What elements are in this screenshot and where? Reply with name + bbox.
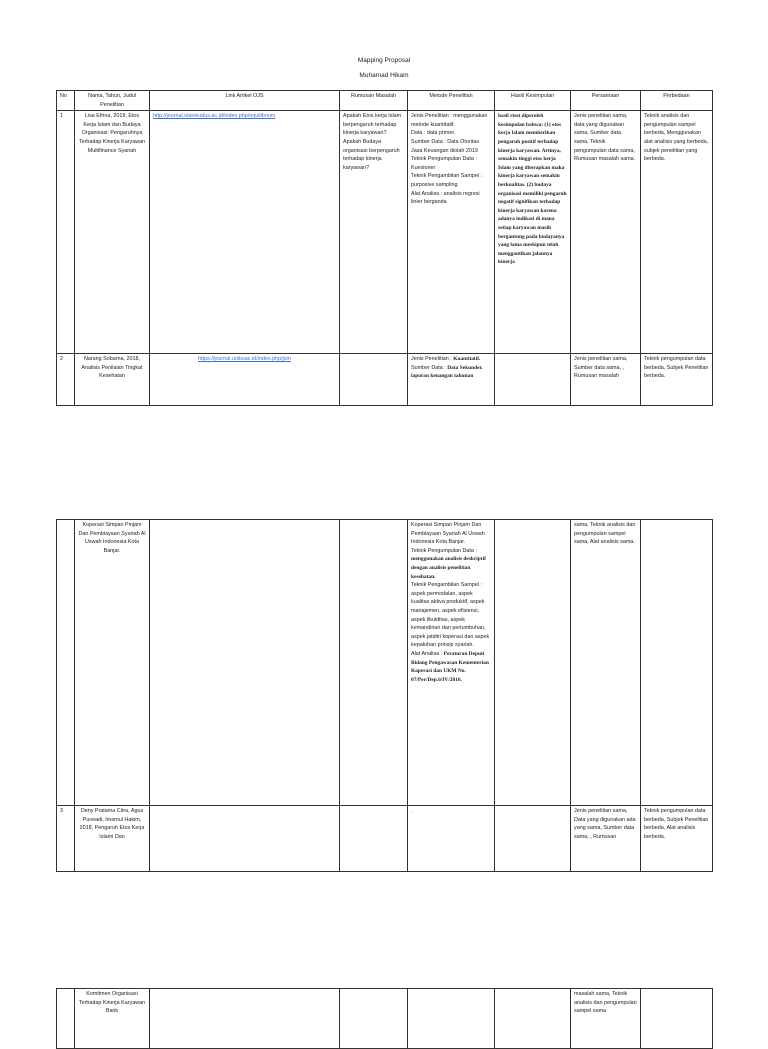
table-row <box>57 806 713 872</box>
row-metode <box>408 989 495 1049</box>
row-metode <box>408 520 495 806</box>
metode-text: Teknik Pengambilan Sampel : aspek permodalan, aspek kualitas aktiva produktif, aspek manajemen, aspek efisiensi, aspek likuiditas, aspek kemandirian dan pertumbuhan, aspek jatidiri koperasi dan aspek kepatuhan prinsip syariah. Alat Analisa : <box>411 582 490 657</box>
header-hasil: Hasil/ Kesimpulan <box>495 91 571 111</box>
row-perbedaan: Teknik analisis dan pengumpulan sampel berbeda, Menggunakan alat analisis yang berbeda, subjek penelitian yang berbeda. <box>641 111 713 354</box>
mapping-table-page-1 <box>56 90 713 406</box>
metode-label: Jenis Penelitian : <box>411 356 452 363</box>
header-perbedaan: Perbedaan <box>641 91 713 111</box>
row-no <box>57 989 75 1049</box>
document-author: Muhamad Hikam <box>359 72 409 79</box>
row-perbedaan: Teknik pengumpulan data berbeda, Subjek Penelitian berbeda. <box>641 354 713 406</box>
row-nama: Lisa Efrina, 2019, Etos Kerja Islam dan Budaya Organisasi: Pengaruhnya Terhadap Kinerja Karyawan Multifinance Syariah <box>75 111 150 354</box>
row-rumusan <box>340 806 408 872</box>
row-persamaan: Jenis penelitian sama, data yang digunakan sama, Sumber data sama, Teknik pengumpulan data sama, Rumusan masalah sama. <box>571 111 641 354</box>
row-rumusan <box>340 989 408 1049</box>
row-link-cell <box>150 354 340 406</box>
row-metode: . <box>408 806 495 872</box>
row-link-cell <box>150 520 340 806</box>
row-no: 3 <box>57 806 75 872</box>
row-persamaan: Jenis penelitian sama, Data yang digunakan ada yang sama, Sumber data sama, , Rumusan <box>571 806 641 872</box>
row-hasil: hasil riset diperoleh kesimpulan bahwa: (1) etos kerja Islam memberikan pengaruh positif terhadap kinerja karyawan. Artinya, semakin tinggi etos kerja Islam yang diterapkan maka kinerja karyawan semakin berkualitas. (2) budaya organisasi memiliki pengaruh negatif signifikan terhadap kinerja karyawan karena adanya indikasi di mana setiap karyawan masih bergantung pada budayanya yang lama meskipun telah menggantikan jalannya kinerja <box>495 111 571 354</box>
row-rumusan: Apakah Etos kerja Islam berpengaruh terhadap kinerja karyawan? Apakah Budaya organisasi berpengaruh terhadap kinerja karyawan? <box>340 111 408 354</box>
header-nama: Nama, Tahun, Judul Penelitian <box>75 91 150 111</box>
row-perbedaan <box>641 989 713 1049</box>
row-rumusan <box>340 520 408 806</box>
row-no: 1 <box>57 111 75 354</box>
row-hasil <box>495 354 571 406</box>
row-rumusan <box>340 354 408 406</box>
row-link-cell <box>150 806 340 872</box>
ojs-link[interactable]: https://journal.unikuac.id/index.php/jsm <box>198 356 291 363</box>
metode-text: Koperasi Simpan Pinjam Dan Pembiayaan Syariah Al Uswah Indonesia Kota Banjar. Teknik Pengumpulan Data : <box>411 522 485 554</box>
table-row <box>57 111 713 354</box>
row-nama: Koperasi Simpan Pinjam Dan Pembiayaan Syariah Al Uswah Indonesia Kota Banjar. <box>75 520 150 806</box>
row-hasil <box>495 520 571 806</box>
row-persamaan: masalah sama, Teknik analisis dan pengumpulan sampel sama <box>571 989 641 1049</box>
row-persamaan: Jenis penelitian sama, Sumber data sama, , Rumusan masalah <box>571 354 641 406</box>
mapping-table-page-2 <box>56 519 713 872</box>
row-link-cell <box>150 111 340 354</box>
row-metode: Jenis Penelitian : menggunakan metode kuantitatif. Data : data primer. Sumber Data : Data Otoritas Jasa Keuangan diolah 2019 Teknik Pengumpulan Data : Kuesioner Teknik Pengambilan Sampel : purposive sampling Alat Analisa : analisis regresi linier berganda <box>408 111 495 354</box>
row-hasil <box>495 806 571 872</box>
header-metode: Metode Penelitian <box>408 91 495 111</box>
header-persamaan: Persamaan <box>571 91 641 111</box>
row-no <box>57 520 75 806</box>
document-title: Mapping Proposal <box>357 57 411 64</box>
metode-value: menggunakan analisis deskriptif dengan analisis penelitian kesehatan. <box>411 556 486 580</box>
row-perbedaan <box>641 520 713 806</box>
row-nama: Komitmen Organisasi Terhadap Kinerja Karyawan Bank <box>75 989 150 1049</box>
table-header-row <box>57 91 713 111</box>
header-no: No <box>57 91 75 111</box>
row-hasil <box>495 989 571 1049</box>
table-row <box>57 354 713 406</box>
metode-value: Kuantitatif. <box>453 356 481 363</box>
row-link-cell <box>150 989 340 1049</box>
table-row <box>57 989 713 1049</box>
header-rumusan: Rumusan Masalah <box>340 91 408 111</box>
metode-value: Data Sekunder. laporan keuangan tahunan <box>411 364 483 380</box>
row-persamaan: sama, Teknik analisis dan pengumpulan sampel sama, Alat analisis sama. <box>571 520 641 806</box>
row-perbedaan: Teknik pengumpulan data berbeda, Subjek Penelitian berbeda, Alat analisis berbeda. <box>641 806 713 872</box>
row-metode <box>408 354 495 406</box>
metode-value: Peraturan Deputi Bidang Pengawasan Kementerian Koperasi dan UKM No. 07/Per/Dep.6/IV/2016. <box>411 650 489 683</box>
metode-label: Sumber Data : <box>411 364 446 371</box>
row-nama: Narang Sobarna, 2018, Analisis Penilaian Tingkat Kesehatan <box>75 354 150 406</box>
mapping-table-page-3 <box>56 988 713 1049</box>
table-row <box>57 520 713 806</box>
ojs-link[interactable]: http://journal.stainkudus.ac.id/index.php/equilibrium <box>153 113 276 120</box>
header-link: Link Artikel OJS <box>150 91 340 111</box>
row-no: 2 <box>57 354 75 406</box>
row-nama: Deny Pratama Citra, Agus Purwadi, Imamul Hakim, 2018, Pengaruh Etos Kerja Islami Dan <box>75 806 150 872</box>
